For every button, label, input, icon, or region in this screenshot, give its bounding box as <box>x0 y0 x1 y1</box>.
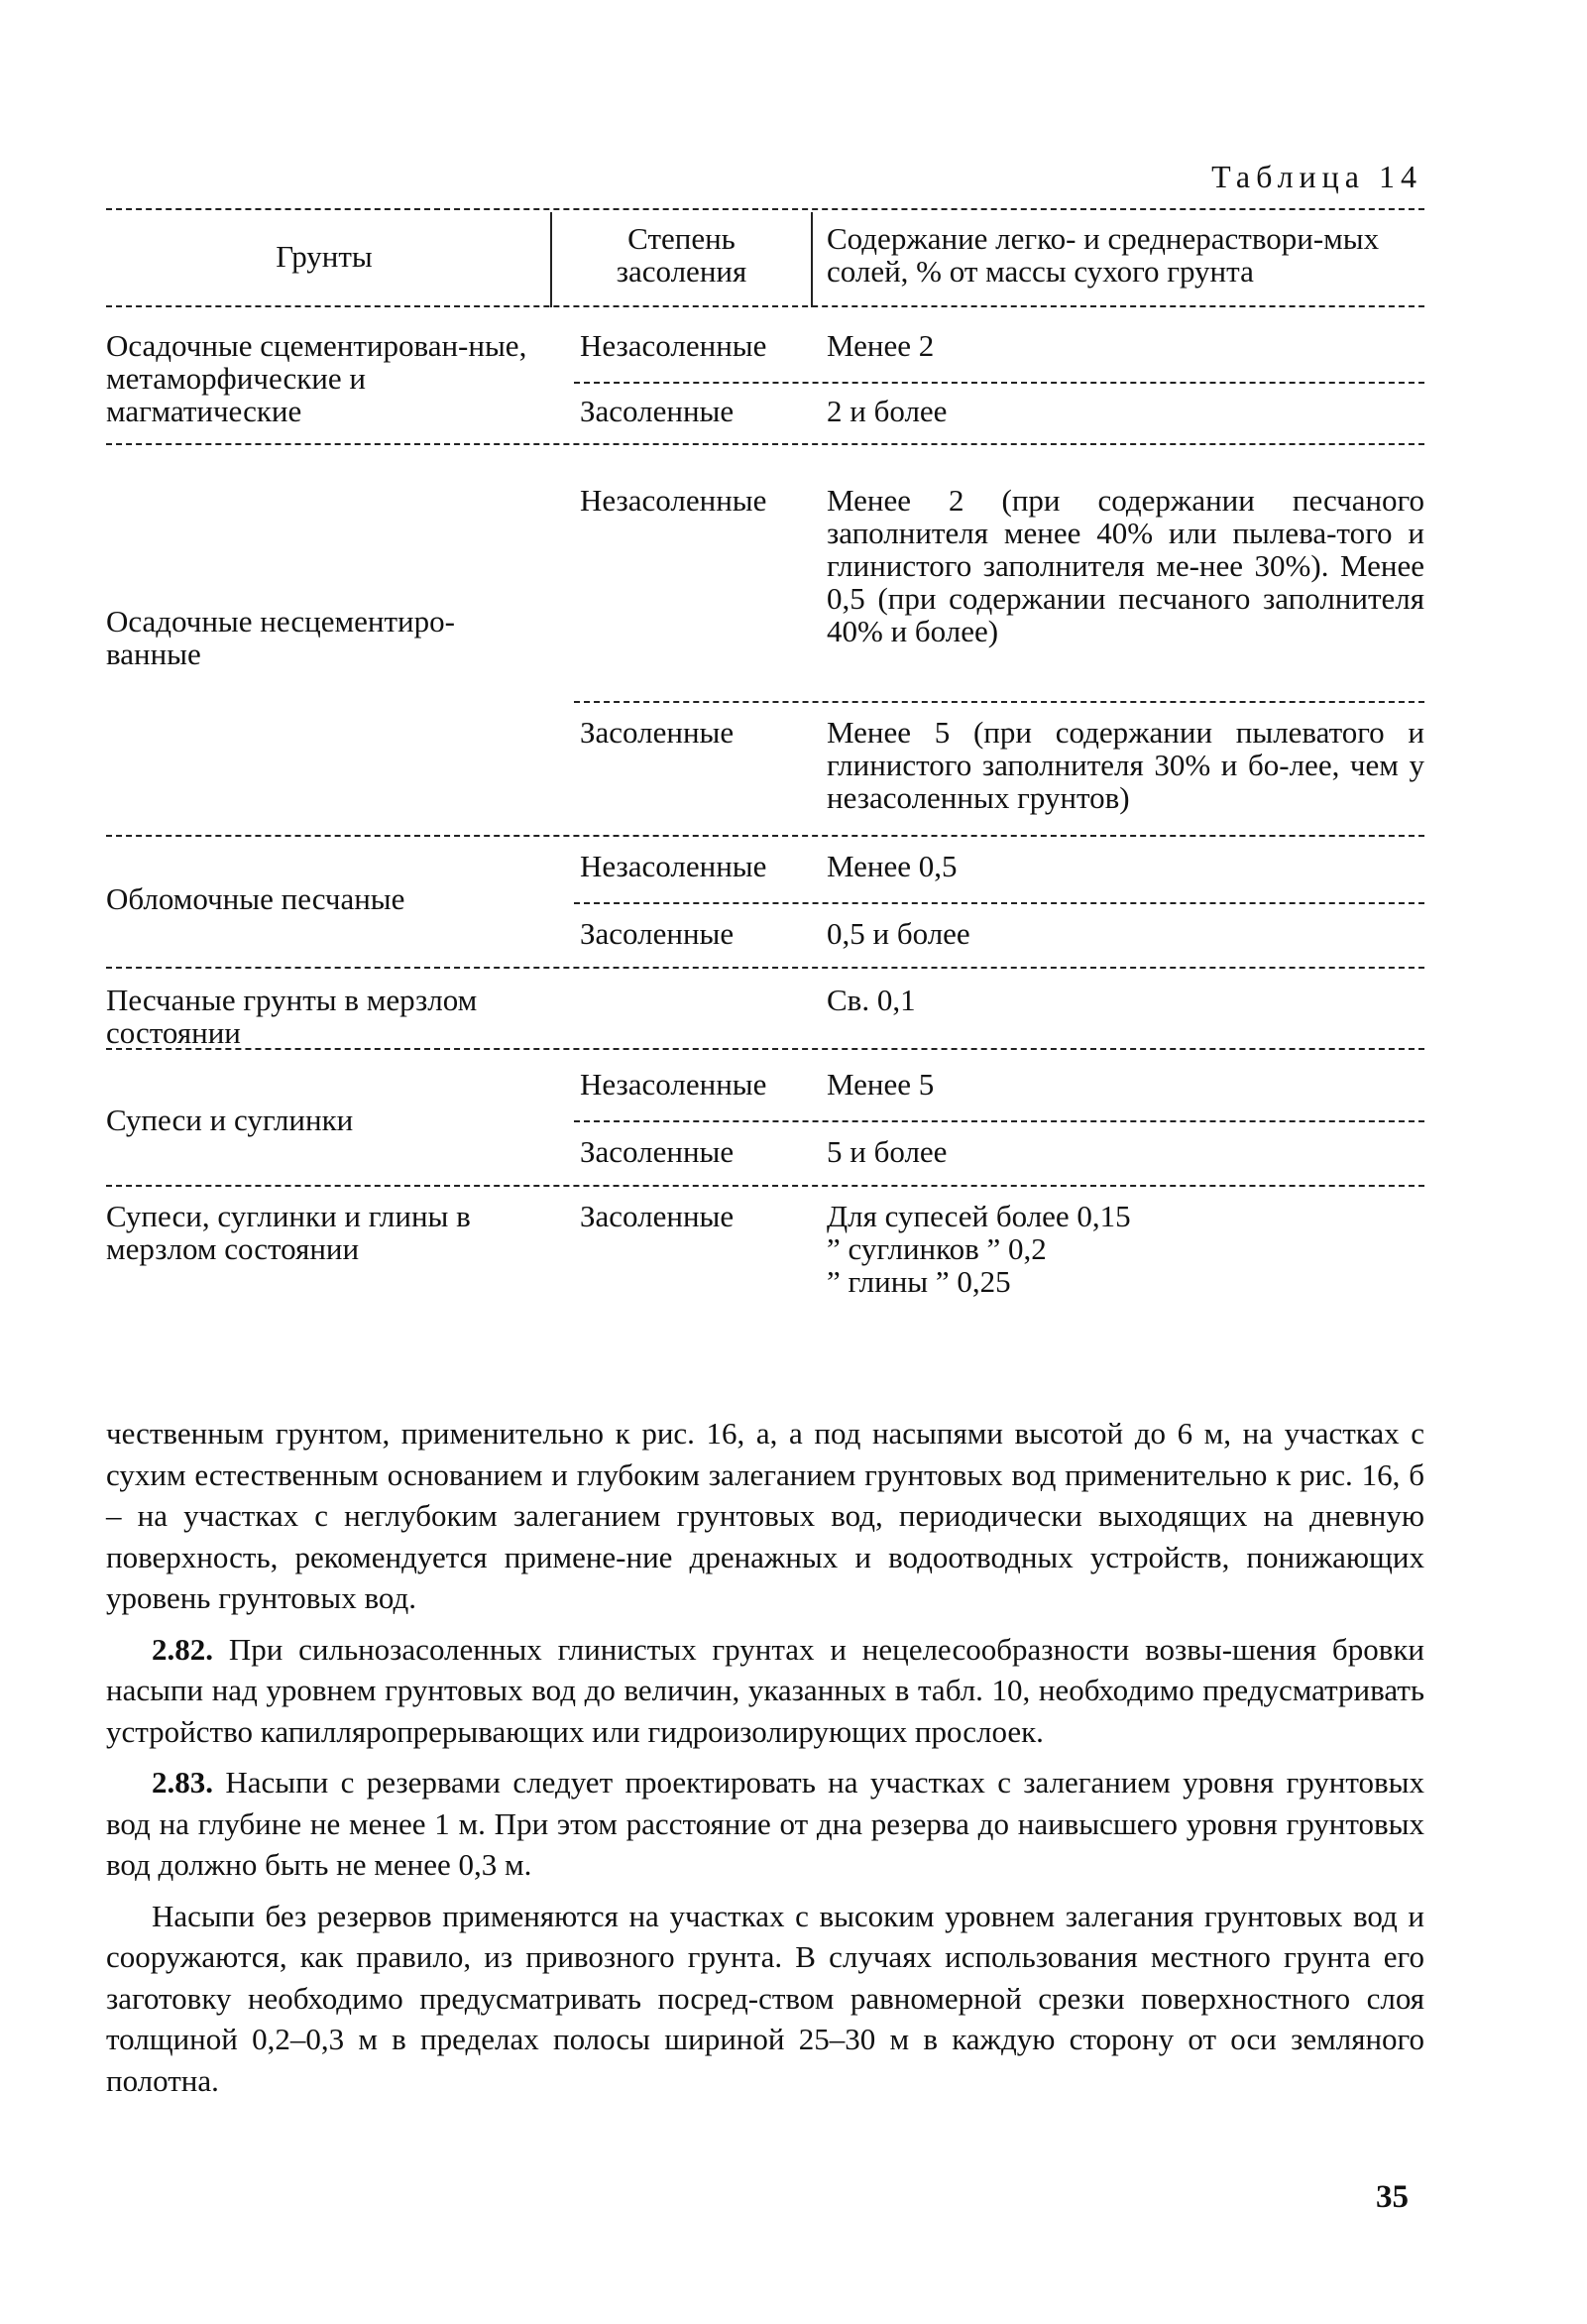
header-content: Содержание легко- и среднераствори-мых солей, % от массы сухого грунта <box>827 221 1380 289</box>
row-3-degree-2: Засоленные <box>580 916 735 951</box>
row-3-content-1: Менее 0,5 <box>827 849 958 883</box>
page-number: 35 <box>1376 2179 1409 2215</box>
row-2-content-2: Менее 5 (при содержании пылеватого и глинистого заполнителя 30% и бо-лее, чем у незасоленных грунтов) <box>827 715 1424 815</box>
row-1-degree-1: Незасоленные <box>580 328 767 363</box>
row-2-inner-rule <box>574 701 1424 703</box>
row-3-bottom-rule <box>106 967 1424 969</box>
row-2-bottom-rule <box>106 835 1424 837</box>
row-1-degree-2: Засоленные <box>580 394 735 428</box>
row-5-degree-2: Засоленные <box>580 1134 735 1169</box>
row-3-degree-1: Незасоленные <box>580 849 767 883</box>
row-1-content-2: 2 и более <box>827 394 948 428</box>
table-caption: Таблица 14 <box>1211 159 1422 194</box>
row-5-content-1: Менее 5 <box>827 1067 935 1102</box>
body-text <box>106 1413 1424 2101</box>
row-5-degree-1: Незасоленные <box>580 1067 767 1102</box>
paragraph-1: чественным грунтом, применительно к рис. 16, а, а под насыпями высотой до 6 м, на участках с сухим естественным основанием и глубоким залеганием грунтовых вод применительно к рис. 16, б – на участках с неглубоким залеганием грунтовых вод, периодически выходящих на дневную поверхность, рекомендуется примене-ние дренажных и водоотводных устройств, понижающих уровень грунтовых вод. <box>106 1416 1424 1615</box>
paragraph-2-text: При сильнозасоленных глинистых грунтах и нецелесообразности возвы-шения бровки насыпи над уровнем грунтовых вод до величин, указанных в табл. 10, необходимо предусматривать устройство капилляропрерывающих или гидроизолирующих прослоек. <box>106 1631 1424 1749</box>
row-3-soil: Обломочные песчаные <box>106 881 405 916</box>
paragraph-3 <box>106 1762 1424 1886</box>
header-soils: Грунты <box>276 239 373 274</box>
row-4-content: Св. 0,1 <box>827 983 916 1017</box>
paragraph-4: Насыпи без резервов применяются на участках с высоким уровнем залегания грунтовых вод и сооружаются, как правило, из привозного грунта. В случаях использования местного грунта его заготовку необходимо предусматривать посред-ством равномерной срезки поверхностного слоя толщиной 0,2–0,3 м в пределах полосы шириной 25–30 м в каждую сторону от оси земляного полотна. <box>106 1898 1424 2098</box>
row-3-content-2: 0,5 и более <box>827 916 970 951</box>
row-2-degree-1: Незасоленные <box>580 483 767 518</box>
row-2-degree-2: Засоленные <box>580 715 735 750</box>
row-5-bottom-rule <box>106 1185 1424 1187</box>
row-4-bottom-rule <box>106 1048 1424 1050</box>
row-1-inner-rule <box>574 382 1424 384</box>
header-salinity: Степень засоления <box>616 221 747 289</box>
header-divider-2 <box>811 212 813 307</box>
paragraph-2 <box>106 1629 1424 1753</box>
row-6-content <box>827 1200 1424 1298</box>
row-3-inner-rule <box>574 902 1424 904</box>
row-2-soil: Осадочные несцементиро-ванные <box>106 604 455 671</box>
paragraph-3-text: Насыпи с резервами следует проектировать на участках с залеганием уровня грунтовых вод на глубине не менее 1 м. При этом расстояние от дна резерва до наивысшего уровня грунтовых вод должно быть не менее 0,3 м. <box>106 1765 1424 1882</box>
row-4-soil: Песчаные грунты в мерзлом состоянии <box>106 983 478 1050</box>
row-6-content-line-2: ” суглинков ” 0,2 <box>827 1231 1047 1266</box>
header-bottom-rule <box>106 305 1424 307</box>
row-6-degree: Засоленные <box>580 1199 735 1233</box>
row-1-content-1: Менее 2 <box>827 328 935 363</box>
paragraph-2-number: 2.82. <box>152 1631 213 1667</box>
row-6-content-line-3: ” глины ” 0,25 <box>827 1264 1011 1299</box>
row-5-soil: Супеси и суглинки <box>106 1103 354 1137</box>
row-1-soil: Осадочные сцементирован-ные, метаморфические и магматические <box>106 328 527 428</box>
paragraph-3-number: 2.83. <box>152 1765 213 1800</box>
row-1-bottom-rule <box>106 443 1424 445</box>
row-5-inner-rule <box>574 1120 1424 1122</box>
header-divider-1 <box>550 212 552 307</box>
row-2-content-1: Менее 2 (при содержании песчаного заполнителя менее 40% или пылева-того и глинистого заполнителя ме-нее 30%). Менее 0,5 (при содержании песчаного заполнителя 40% и более) <box>827 483 1424 648</box>
row-5-content-2: 5 и более <box>827 1134 948 1169</box>
table-top-rule <box>106 208 1424 210</box>
row-6-content-line-1: Для супесей более 0,15 <box>827 1199 1131 1233</box>
row-6-soil: Супеси, суглинки и глины в мерзлом состоянии <box>106 1199 471 1266</box>
